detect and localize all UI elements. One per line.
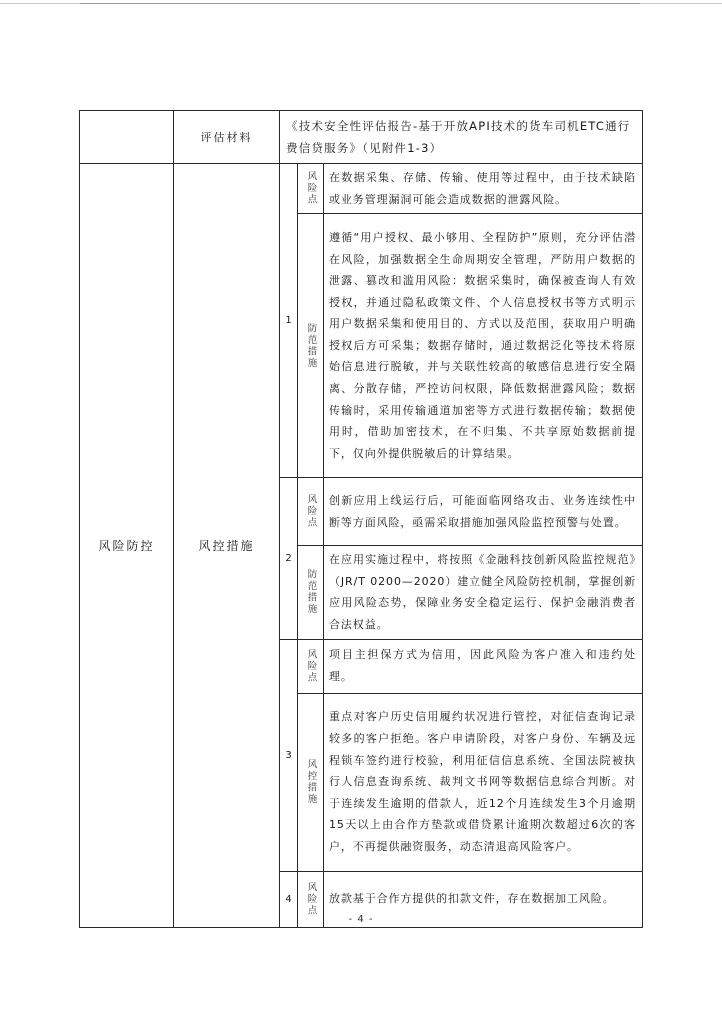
measure-label: 防范措施 xyxy=(298,546,324,639)
header-text: 《技术安全性评估报告-基于开放API技术的货车司机ETC通行费信贷服务》（见附件1-3） xyxy=(280,111,643,164)
evaluation-table xyxy=(79,110,643,928)
measure-label: 防范措施 xyxy=(298,214,324,478)
row-number: 3 xyxy=(280,639,298,871)
risk-text: 在数据采集、存储、传输、使用等过程中，由于技术缺陷或业务管理漏洞可能会造成数据的泄露风险。 xyxy=(324,164,643,214)
header-label: 评估材料 xyxy=(174,111,280,164)
measure-label: 风控措施 xyxy=(298,693,324,871)
measure-text: 重点对客户历史信用履约状况进行管控，对征信查询记录较多的客户拒绝。客户申请阶段，对客户身份、车辆及远程锁车签约进行校验，利用征信信息系统、全国法院被执行人信息查询系统、裁判文书网等数据信息综合判断。对于连续发生逾期的借款人，近12个月连续发生3个月逾期15天以上由合作方垫款或借贷累计逾期次数超过6次的客户，不再提供融资服务，动态清退高风险客户。 xyxy=(324,693,643,871)
page-number: - 4 - xyxy=(348,914,374,925)
row-number: 4 xyxy=(280,871,298,927)
measure-text: 遵循“用户授权、最小够用、全程防护”原则，充分评估潜在风险，加强数据全生命周期安全管理，严防用户数据的泄露、篡改和滥用风险：数据采集时，确保被查询人有效授权，并通过隐私政策文件、个人信息授权书等方式明示用户数据采集和使用目的、方式以及范围，获取用户明确授权后方可采集；数据存储时，通过数据泛化等技术将原始信息进行脱敏，并与关联性较高的敏感信息进行安全隔离、分散存储，严控访问权限，降低数据泄露风险；数据传输时，采用传输通道加密等方式进行数据传输；数据使用时，借助加密技术，在不归集、不共享原始数据前提下，仅向外提供脱敏后的计算结果。 xyxy=(324,214,643,478)
header-empty-cell xyxy=(80,111,174,164)
risk-text: 创新应用上线运行后，可能面临网络攻击、业务连续性中断等方面风险，亟需采取措施加强风险监控预警与处置。 xyxy=(324,478,643,546)
header-row xyxy=(80,111,643,164)
risk-label: 风险点 xyxy=(298,639,324,693)
category-cell: 风险防控 xyxy=(80,164,174,928)
measure-text: 在应用实施过程中，将按照《金融科技创新风险监控规范》（JR/T 0200—2020）建立健全风险防控机制，掌握创新应用风险态势，保障业务安全稳定运行、保护金融消费者合法权益。 xyxy=(324,546,643,639)
row-number: 2 xyxy=(280,478,298,639)
row-1-risk xyxy=(80,164,643,214)
risk-label: 风险点 xyxy=(298,164,324,214)
risk-text: 项目主担保方式为信用，因此风险为客户准入和违约处理。 xyxy=(324,639,643,693)
top-rule-dark xyxy=(80,3,640,4)
risk-label: 风险点 xyxy=(298,871,324,927)
risk-label: 风险点 xyxy=(298,478,324,546)
risk-text: 放款基于合作方提供的扣款文件，存在数据加工风险。 xyxy=(324,871,643,927)
row-number: 1 xyxy=(280,164,298,478)
subcategory-cell: 风控措施 xyxy=(174,164,280,928)
